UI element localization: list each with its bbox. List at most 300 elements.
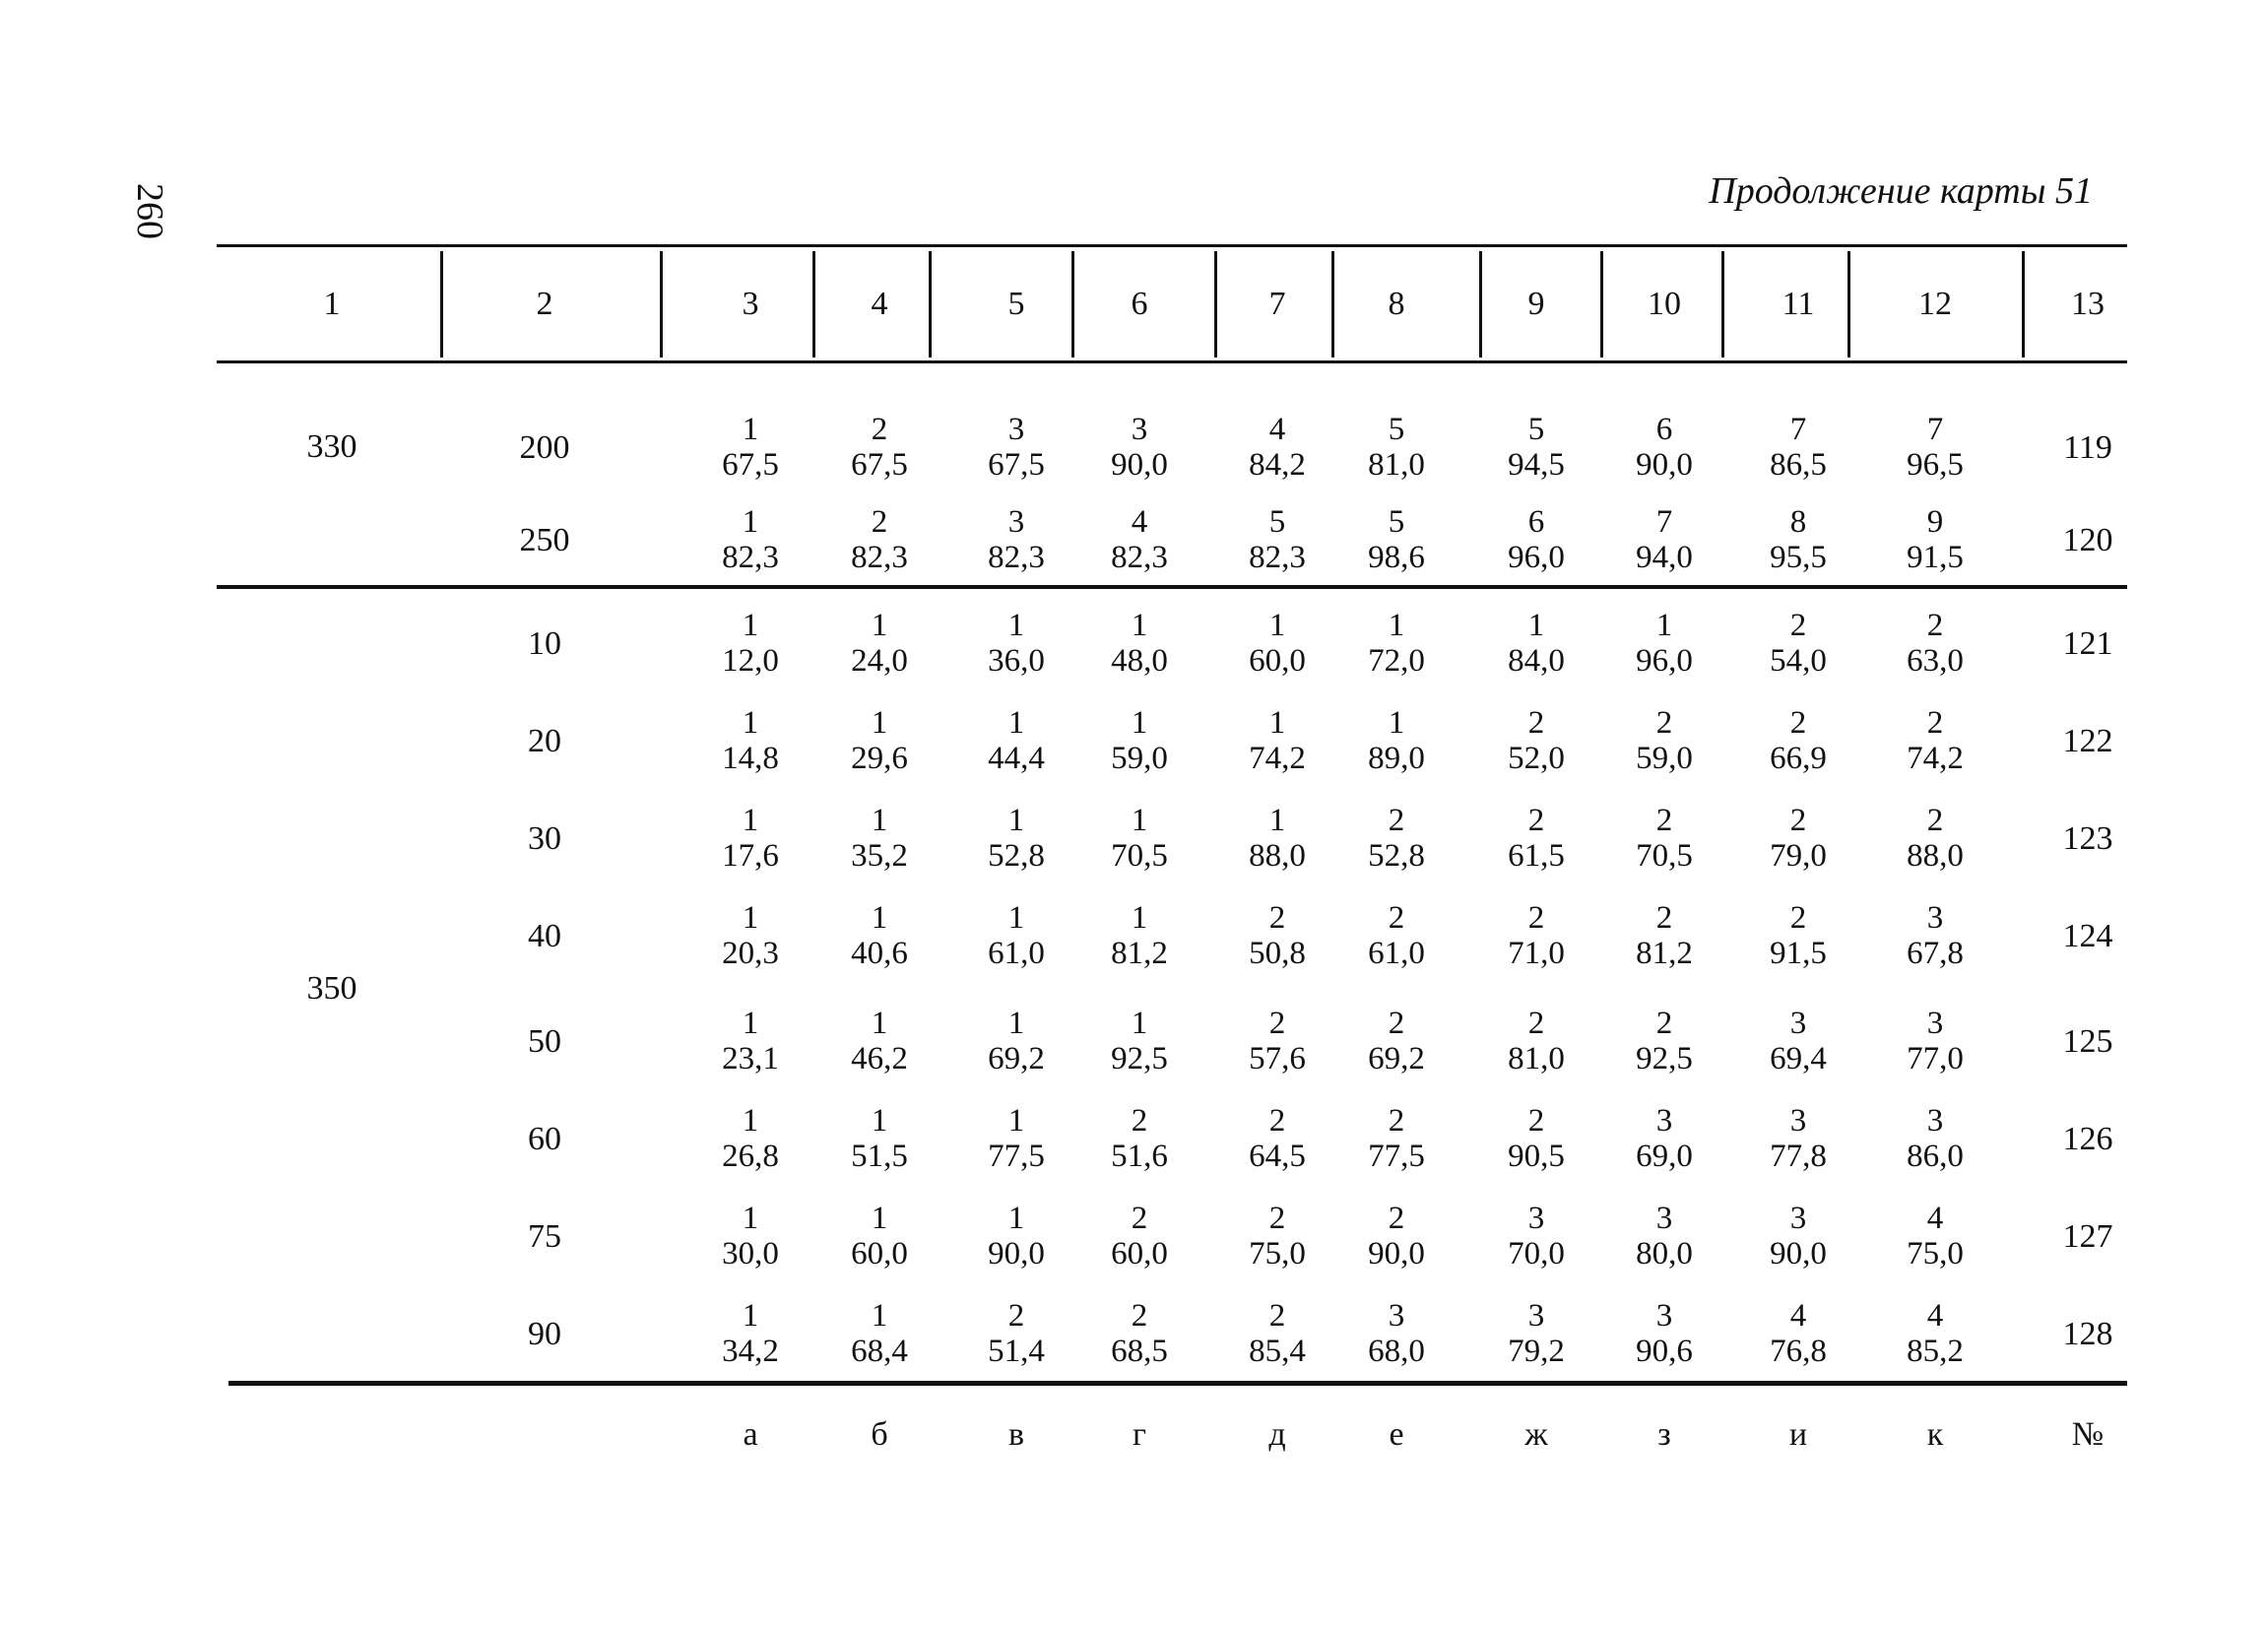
table-cell bbox=[691, 412, 810, 483]
cell-count: 2 bbox=[1388, 1103, 1405, 1139]
footer-letter: е bbox=[1389, 1416, 1404, 1453]
cell-value: 77,5 bbox=[1368, 1139, 1425, 1174]
cell-count: 4 bbox=[1926, 1201, 1944, 1236]
header-separator bbox=[660, 251, 663, 358]
cell-count: 2 bbox=[1268, 1103, 1286, 1139]
cell-count: 3 bbox=[1926, 900, 1944, 936]
header-separator bbox=[1479, 251, 1482, 358]
cell-value: 24,0 bbox=[851, 643, 908, 679]
cell-count: 1 bbox=[1268, 803, 1286, 838]
table-cell bbox=[1739, 1006, 1857, 1076]
cell-value: 96,0 bbox=[1508, 540, 1565, 575]
cell-value: 69,4 bbox=[1770, 1041, 1827, 1076]
cell-value: 79,0 bbox=[1770, 838, 1827, 874]
table-cell bbox=[1477, 705, 1595, 776]
cell-value: 52,8 bbox=[1368, 838, 1425, 874]
column-header-12: 12 bbox=[1918, 286, 1952, 322]
cell-value: 50,8 bbox=[1249, 936, 1306, 971]
cell-value: 67,5 bbox=[851, 447, 908, 483]
table-cell bbox=[1337, 1006, 1456, 1076]
cell-value: 82,3 bbox=[722, 540, 779, 575]
table-cell bbox=[957, 1298, 1075, 1369]
cell-count: 3 bbox=[1388, 1298, 1405, 1334]
cell-count: 2 bbox=[1268, 1006, 1286, 1041]
cell-count: 1 bbox=[1527, 608, 1545, 643]
cell-count: 3 bbox=[1007, 412, 1025, 447]
cell-count: 3 bbox=[1007, 504, 1025, 540]
cell-count: 1 bbox=[871, 705, 888, 741]
cell-count: 6 bbox=[1655, 412, 1673, 447]
cell-value: 67,8 bbox=[1907, 936, 1964, 971]
cell-count: 2 bbox=[1388, 900, 1405, 936]
column-header-3: 3 bbox=[742, 286, 759, 322]
table-cell bbox=[1739, 900, 1857, 971]
table-cell bbox=[1477, 1298, 1595, 1369]
table-cell bbox=[1218, 705, 1336, 776]
cell-value: 85,4 bbox=[1249, 1334, 1306, 1369]
table-cell bbox=[691, 900, 810, 971]
cell-count: 2 bbox=[1131, 1298, 1148, 1334]
cell-value: 92,5 bbox=[1636, 1041, 1693, 1076]
row-label-col2: 10 bbox=[528, 625, 561, 662]
cell-count: 7 bbox=[1789, 412, 1807, 447]
column-header-13: 13 bbox=[2071, 286, 2105, 322]
table-cell bbox=[820, 1103, 939, 1174]
footer-letter: № bbox=[2071, 1416, 2105, 1453]
table-cell bbox=[691, 1298, 810, 1369]
cell-count: 1 bbox=[1268, 608, 1286, 643]
footer-letter: б bbox=[871, 1416, 888, 1453]
table-cell bbox=[1337, 1298, 1456, 1369]
row-number: 128 bbox=[2062, 1316, 2113, 1352]
column-header-5: 5 bbox=[1007, 286, 1025, 322]
cell-count: 3 bbox=[1655, 1103, 1673, 1139]
footer-letter: а bbox=[743, 1416, 758, 1453]
table-cell bbox=[1477, 608, 1595, 679]
table-cell bbox=[1337, 504, 1456, 575]
table-cell bbox=[957, 608, 1075, 679]
footer-letter: д bbox=[1268, 1416, 1286, 1453]
table-cell bbox=[691, 1201, 810, 1271]
cell-value: 72,0 bbox=[1368, 643, 1425, 679]
table-cell bbox=[957, 1006, 1075, 1076]
table-cell bbox=[1876, 1103, 1994, 1174]
row-label-col2: 90 bbox=[528, 1316, 561, 1352]
table-cell bbox=[1876, 412, 1994, 483]
table-cell bbox=[1477, 1006, 1595, 1076]
cell-count: 2 bbox=[1789, 608, 1807, 643]
row-label-col2: 30 bbox=[528, 820, 561, 857]
row-number: 127 bbox=[2062, 1218, 2113, 1255]
table-bottom-rule bbox=[228, 1381, 2127, 1386]
cell-count: 1 bbox=[1131, 705, 1148, 741]
cell-value: 14,8 bbox=[722, 741, 779, 776]
cell-count: 1 bbox=[871, 1103, 888, 1139]
table-cell bbox=[1080, 1201, 1199, 1271]
table-cell bbox=[1605, 1006, 1723, 1076]
table-cell bbox=[1218, 412, 1336, 483]
table-cell bbox=[1876, 1006, 1994, 1076]
cell-value: 69,2 bbox=[1368, 1041, 1425, 1076]
table-cell bbox=[1605, 900, 1723, 971]
column-header-7: 7 bbox=[1268, 286, 1286, 322]
cell-count: 1 bbox=[742, 705, 759, 741]
cell-count: 2 bbox=[1388, 1201, 1405, 1236]
table-cell bbox=[1337, 1103, 1456, 1174]
cell-count: 2 bbox=[1268, 1298, 1286, 1334]
row-label-col2: 250 bbox=[519, 522, 570, 558]
table-cell bbox=[1739, 412, 1857, 483]
cell-count: 1 bbox=[742, 1201, 759, 1236]
column-header-9: 9 bbox=[1527, 286, 1545, 322]
cell-count: 1 bbox=[1388, 608, 1405, 643]
cell-value: 94,5 bbox=[1508, 447, 1565, 483]
cell-value: 48,0 bbox=[1111, 643, 1168, 679]
cell-count: 4 bbox=[1789, 1298, 1807, 1334]
group-divider-rule bbox=[217, 585, 2127, 589]
cell-count: 1 bbox=[1131, 900, 1148, 936]
cell-count: 1 bbox=[742, 1298, 759, 1334]
table-cell bbox=[820, 900, 939, 971]
cell-value: 77,0 bbox=[1907, 1041, 1964, 1076]
cell-value: 70,0 bbox=[1508, 1236, 1565, 1271]
table-cell bbox=[1739, 608, 1857, 679]
cell-value: 12,0 bbox=[722, 643, 779, 679]
cell-count: 7 bbox=[1655, 504, 1673, 540]
cell-value: 52,8 bbox=[988, 838, 1045, 874]
table-cell bbox=[1876, 705, 1994, 776]
column-header-8: 8 bbox=[1388, 286, 1405, 322]
cell-count: 1 bbox=[871, 608, 888, 643]
cell-count: 2 bbox=[1527, 1006, 1545, 1041]
table-cell bbox=[691, 608, 810, 679]
row-label-col2: 60 bbox=[528, 1121, 561, 1157]
cell-count: 2 bbox=[871, 412, 888, 447]
cell-value: 63,0 bbox=[1907, 643, 1964, 679]
cell-value: 29,6 bbox=[851, 741, 908, 776]
row-label-col2: 75 bbox=[528, 1218, 561, 1255]
table-cell bbox=[1605, 705, 1723, 776]
row-number: 120 bbox=[2062, 522, 2113, 558]
column-header-10: 10 bbox=[1648, 286, 1681, 322]
table-cell bbox=[1080, 900, 1199, 971]
cell-value: 90,0 bbox=[1770, 1236, 1827, 1271]
cell-value: 40,6 bbox=[851, 936, 908, 971]
table-cell bbox=[1218, 900, 1336, 971]
header-separator bbox=[2022, 251, 2025, 358]
cell-count: 3 bbox=[1655, 1298, 1673, 1334]
row-number: 121 bbox=[2062, 625, 2113, 662]
cell-count: 1 bbox=[1388, 705, 1405, 741]
cell-value: 74,2 bbox=[1249, 741, 1306, 776]
table-cell bbox=[1876, 900, 1994, 971]
table-cell bbox=[957, 412, 1075, 483]
table-cell bbox=[1337, 803, 1456, 874]
footer-letter: г bbox=[1133, 1416, 1146, 1453]
table-cell bbox=[820, 803, 939, 874]
table-cell bbox=[1605, 608, 1723, 679]
cell-value: 92,5 bbox=[1111, 1041, 1168, 1076]
cell-count: 2 bbox=[1268, 900, 1286, 936]
cell-value: 82,3 bbox=[1249, 540, 1306, 575]
cell-count: 1 bbox=[742, 608, 759, 643]
table-cell bbox=[957, 1201, 1075, 1271]
table-cell bbox=[820, 608, 939, 679]
cell-value: 69,0 bbox=[1636, 1139, 1693, 1174]
cell-count: 4 bbox=[1268, 412, 1286, 447]
cell-count: 1 bbox=[742, 1006, 759, 1041]
cell-value: 90,0 bbox=[1368, 1236, 1425, 1271]
cell-count: 2 bbox=[1527, 705, 1545, 741]
cell-value: 57,6 bbox=[1249, 1041, 1306, 1076]
cell-value: 74,2 bbox=[1907, 741, 1964, 776]
cell-count: 1 bbox=[1007, 1103, 1025, 1139]
cell-count: 3 bbox=[1926, 1103, 1944, 1139]
cell-count: 1 bbox=[1007, 803, 1025, 838]
cell-value: 35,2 bbox=[851, 838, 908, 874]
table-cell bbox=[1080, 608, 1199, 679]
header-separator bbox=[1331, 251, 1334, 358]
cell-count: 3 bbox=[1527, 1201, 1545, 1236]
cell-count: 2 bbox=[1655, 705, 1673, 741]
cell-value: 82,3 bbox=[851, 540, 908, 575]
header-separator bbox=[1847, 251, 1850, 358]
cell-value: 90,5 bbox=[1508, 1139, 1565, 1174]
cell-count: 5 bbox=[1268, 504, 1286, 540]
table-cell bbox=[1477, 1103, 1595, 1174]
table-cell bbox=[691, 803, 810, 874]
cell-count: 1 bbox=[1007, 1201, 1025, 1236]
table-cell bbox=[1605, 412, 1723, 483]
cell-value: 68,5 bbox=[1111, 1334, 1168, 1369]
column-header-6: 6 bbox=[1131, 286, 1148, 322]
cell-count: 1 bbox=[1007, 608, 1025, 643]
cell-count: 3 bbox=[1655, 1201, 1673, 1236]
cell-value: 88,0 bbox=[1907, 838, 1964, 874]
cell-count: 1 bbox=[742, 1103, 759, 1139]
column-header-2: 2 bbox=[536, 286, 553, 322]
table-cell bbox=[1080, 1103, 1199, 1174]
table-cell bbox=[1337, 412, 1456, 483]
cell-value: 77,8 bbox=[1770, 1139, 1827, 1174]
cell-value: 70,5 bbox=[1636, 838, 1693, 874]
cell-value: 46,2 bbox=[851, 1041, 908, 1076]
column-header-11: 11 bbox=[1782, 286, 1815, 322]
table-cell bbox=[1876, 1298, 1994, 1369]
table-cell bbox=[1477, 803, 1595, 874]
cell-count: 2 bbox=[1131, 1201, 1148, 1236]
header-separator bbox=[440, 251, 443, 358]
table-cell bbox=[1218, 803, 1336, 874]
cell-count: 4 bbox=[1926, 1298, 1944, 1334]
row-label-col2: 200 bbox=[519, 429, 570, 466]
cell-value: 64,5 bbox=[1249, 1139, 1306, 1174]
cell-value: 85,2 bbox=[1907, 1334, 1964, 1369]
row-number: 126 bbox=[2062, 1121, 2113, 1157]
cell-value: 90,6 bbox=[1636, 1334, 1693, 1369]
cell-value: 86,0 bbox=[1907, 1139, 1964, 1174]
cell-count: 2 bbox=[1268, 1201, 1286, 1236]
cell-count: 2 bbox=[1527, 900, 1545, 936]
cell-value: 88,0 bbox=[1249, 838, 1306, 874]
table-cell bbox=[957, 504, 1075, 575]
cell-count: 2 bbox=[1789, 900, 1807, 936]
cell-count: 1 bbox=[1131, 1006, 1148, 1041]
table-cell bbox=[1080, 705, 1199, 776]
page-number: 260 bbox=[129, 183, 170, 239]
cell-value: 26,8 bbox=[722, 1139, 779, 1174]
cell-count: 6 bbox=[1527, 504, 1545, 540]
table-cell bbox=[1218, 608, 1336, 679]
row-label-col2: 50 bbox=[528, 1023, 561, 1060]
cell-value: 84,0 bbox=[1508, 643, 1565, 679]
footer-letter: и bbox=[1788, 1416, 1808, 1453]
cell-count: 3 bbox=[1789, 1103, 1807, 1139]
table-cell bbox=[1739, 1103, 1857, 1174]
table-cell bbox=[691, 504, 810, 575]
cell-count: 2 bbox=[1926, 705, 1944, 741]
table-cell bbox=[1080, 412, 1199, 483]
cell-value: 61,5 bbox=[1508, 838, 1565, 874]
cell-count: 1 bbox=[1007, 900, 1025, 936]
table-cell bbox=[1605, 1298, 1723, 1369]
cell-value: 69,2 bbox=[988, 1041, 1045, 1076]
cell-count: 2 bbox=[1655, 803, 1673, 838]
cell-value: 59,0 bbox=[1636, 741, 1693, 776]
cell-count: 3 bbox=[1131, 412, 1148, 447]
cell-count: 5 bbox=[1388, 504, 1405, 540]
header-separator bbox=[812, 251, 815, 358]
cell-value: 60,0 bbox=[1111, 1236, 1168, 1271]
cell-value: 90,0 bbox=[988, 1236, 1045, 1271]
table-cell bbox=[1218, 504, 1336, 575]
cell-count: 2 bbox=[1789, 803, 1807, 838]
column-header-4: 4 bbox=[871, 286, 888, 322]
cell-count: 3 bbox=[1527, 1298, 1545, 1334]
cell-count: 1 bbox=[871, 803, 888, 838]
footer-letter: к bbox=[1926, 1416, 1944, 1453]
cell-value: 91,5 bbox=[1907, 540, 1964, 575]
cell-value: 81,0 bbox=[1508, 1041, 1565, 1076]
table-cell bbox=[691, 705, 810, 776]
cell-value: 51,5 bbox=[851, 1139, 908, 1174]
cell-count: 2 bbox=[1388, 803, 1405, 838]
cell-value: 36,0 bbox=[988, 643, 1045, 679]
cell-count: 8 bbox=[1789, 504, 1807, 540]
row-label-col2: 40 bbox=[528, 918, 561, 954]
cell-value: 95,5 bbox=[1770, 540, 1827, 575]
cell-count: 4 bbox=[1131, 504, 1148, 540]
cell-value: 44,4 bbox=[988, 741, 1045, 776]
table-cell bbox=[820, 412, 939, 483]
cell-value: 17,6 bbox=[722, 838, 779, 874]
cell-count: 1 bbox=[1007, 1006, 1025, 1041]
cell-value: 60,0 bbox=[1249, 643, 1306, 679]
table-cell bbox=[1477, 900, 1595, 971]
table-cell bbox=[1605, 504, 1723, 575]
cell-value: 67,5 bbox=[988, 447, 1045, 483]
cell-count: 3 bbox=[1789, 1006, 1807, 1041]
footer-letter: з bbox=[1657, 1416, 1671, 1453]
cell-value: 81,0 bbox=[1368, 447, 1425, 483]
table-cell bbox=[1876, 608, 1994, 679]
column-header-1: 1 bbox=[323, 286, 341, 322]
cell-value: 67,5 bbox=[722, 447, 779, 483]
row-label-col2: 20 bbox=[528, 723, 561, 759]
cell-value: 79,2 bbox=[1508, 1334, 1565, 1369]
table-cell bbox=[1739, 705, 1857, 776]
cell-value: 76,8 bbox=[1770, 1334, 1827, 1369]
table-cell bbox=[957, 1103, 1075, 1174]
cell-value: 71,0 bbox=[1508, 936, 1565, 971]
cell-value: 51,4 bbox=[988, 1334, 1045, 1369]
top-rule bbox=[217, 244, 2127, 247]
row-number: 125 bbox=[2062, 1023, 2113, 1060]
cell-value: 51,6 bbox=[1111, 1139, 1168, 1174]
cell-count: 1 bbox=[742, 504, 759, 540]
table-cell bbox=[1739, 1201, 1857, 1271]
footer-letter: в bbox=[1007, 1416, 1025, 1453]
row-number: 119 bbox=[2063, 429, 2112, 466]
cell-count: 7 bbox=[1926, 412, 1944, 447]
row-number: 122 bbox=[2062, 723, 2113, 759]
cell-count: 2 bbox=[1655, 1006, 1673, 1041]
header-separator bbox=[1071, 251, 1074, 358]
cell-value: 20,3 bbox=[722, 936, 779, 971]
table-cell bbox=[1477, 1201, 1595, 1271]
cell-count: 1 bbox=[1268, 705, 1286, 741]
cell-count: 9 bbox=[1926, 504, 1944, 540]
table-cell bbox=[1218, 1298, 1336, 1369]
group-label-col1: 350 bbox=[306, 970, 357, 1007]
table-cell bbox=[1080, 1298, 1199, 1369]
cell-value: 34,2 bbox=[722, 1334, 779, 1369]
table-cell bbox=[1739, 1298, 1857, 1369]
table-cell bbox=[1605, 1201, 1723, 1271]
cell-value: 66,9 bbox=[1770, 741, 1827, 776]
cell-value: 89,0 bbox=[1368, 741, 1425, 776]
cell-count: 2 bbox=[1007, 1298, 1025, 1334]
cell-count: 1 bbox=[871, 1006, 888, 1041]
cell-value: 91,5 bbox=[1770, 936, 1827, 971]
table-cell bbox=[1739, 803, 1857, 874]
cell-value: 81,2 bbox=[1111, 936, 1168, 971]
cell-count: 2 bbox=[1655, 900, 1673, 936]
cell-count: 1 bbox=[1007, 705, 1025, 741]
header-separator bbox=[1721, 251, 1724, 358]
cell-value: 98,6 bbox=[1368, 540, 1425, 575]
cell-count: 2 bbox=[1926, 803, 1944, 838]
cell-count: 5 bbox=[1388, 412, 1405, 447]
table-cell bbox=[1218, 1201, 1336, 1271]
cell-value: 96,5 bbox=[1907, 447, 1964, 483]
cell-count: 1 bbox=[871, 1201, 888, 1236]
cell-count: 3 bbox=[1789, 1201, 1807, 1236]
table-cell bbox=[1876, 803, 1994, 874]
header-separator bbox=[1600, 251, 1603, 358]
table-cell bbox=[1218, 1006, 1336, 1076]
cell-count: 1 bbox=[742, 412, 759, 447]
table-cell bbox=[1337, 608, 1456, 679]
table-cell bbox=[1080, 1006, 1199, 1076]
row-number: 124 bbox=[2062, 918, 2113, 954]
table-cell bbox=[820, 1006, 939, 1076]
table-cell bbox=[820, 1201, 939, 1271]
cell-count: 1 bbox=[1655, 608, 1673, 643]
header-bottom-rule bbox=[217, 360, 2127, 363]
table-cell bbox=[1605, 1103, 1723, 1174]
table-cell bbox=[691, 1103, 810, 1174]
